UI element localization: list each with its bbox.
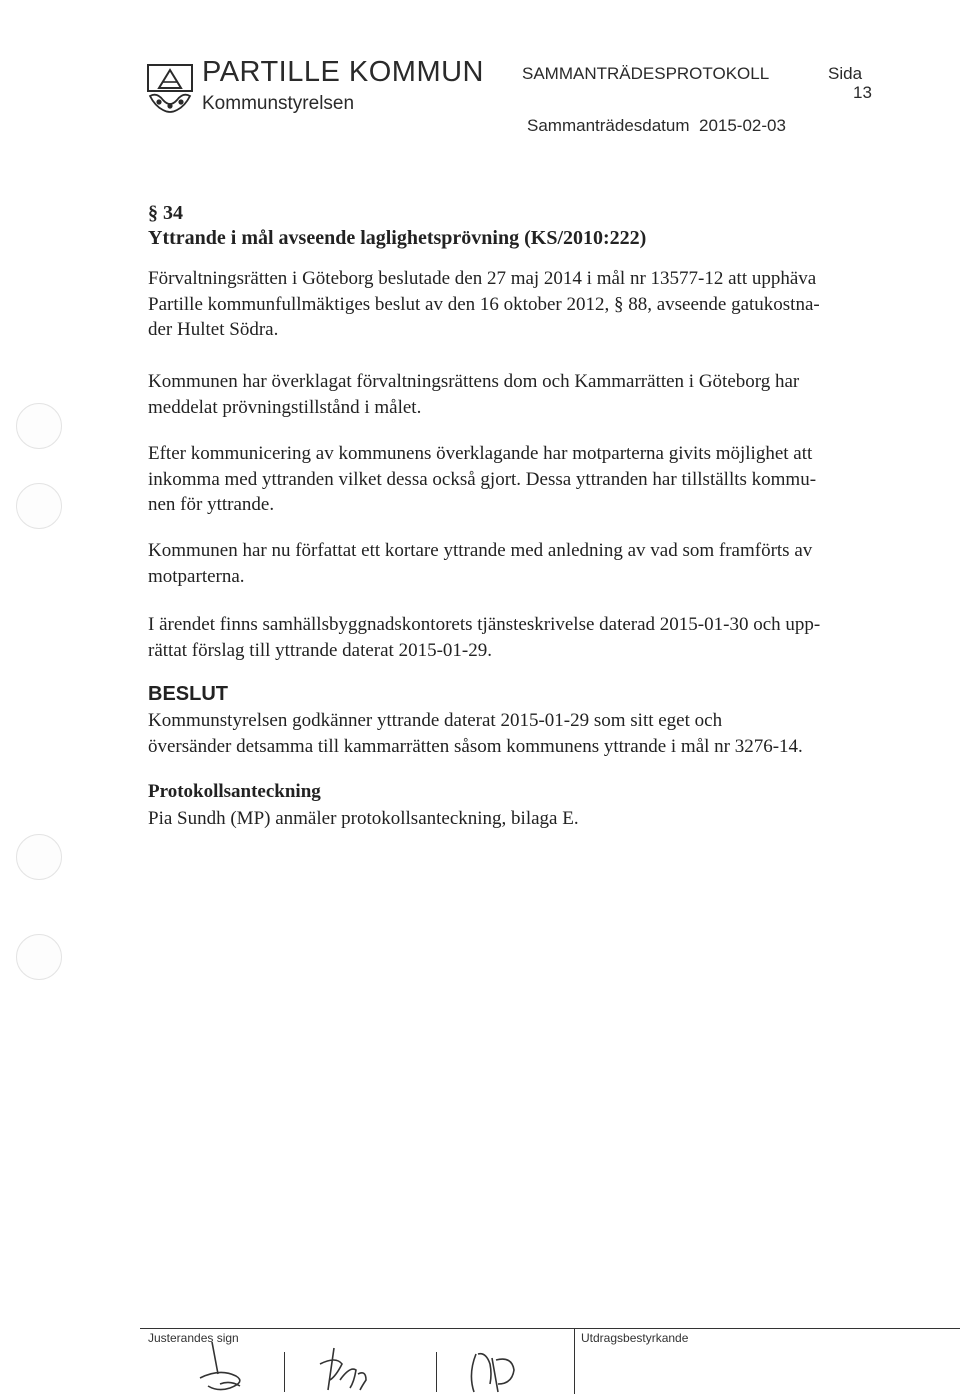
protocol-note-text: Pia Sundh (MP) anmäler protokollsanteckning, bilaga E.	[148, 808, 579, 829]
organization-name: PARTILLE KOMMUN	[202, 56, 484, 88]
body-paragraph	[148, 538, 868, 589]
decision-text	[148, 708, 868, 759]
text-line: Kommunstyrelsen godkänner yttrande daterat 2015-01-29 som sitt eget och	[148, 710, 723, 731]
text-line: motparterna.	[148, 565, 245, 587]
text-line: rättat förslag till yttrande daterat 2015-01-29.	[148, 639, 492, 661]
utdragsbestyrkande-label: Utdragsbestyrkande	[581, 1331, 689, 1345]
document-type: SAMMANTRÄDESPROTOKOLL	[522, 64, 770, 83]
signature-initials-3	[462, 1340, 532, 1396]
signature-initials-2	[310, 1340, 380, 1396]
footer-rule	[140, 1328, 960, 1329]
punch-hole	[16, 483, 62, 529]
punch-hole	[16, 934, 62, 980]
section-title: Yttrande i mål avseende laglighetsprövning (KS/2010:222)	[148, 227, 647, 249]
signature-initials-1	[190, 1340, 260, 1396]
body-paragraph	[148, 441, 868, 518]
justerandes-sign-label: Justerandes sign	[148, 1331, 239, 1345]
footer-divider	[574, 1328, 575, 1394]
body-paragraph	[148, 266, 868, 343]
footer-divider	[436, 1352, 437, 1392]
decision-heading: BESLUT	[148, 683, 228, 705]
text-line: Partille kommunfullmäktiges beslut av den 16 oktober 2012, § 88, avseende gatukostna-	[148, 293, 820, 315]
page-label: Sida	[828, 64, 863, 83]
text-line: översänder detsamma till kammarrätten såsom kommunens yttrande i mål nr 3276-14.	[148, 735, 803, 757]
meeting-date-label: Sammanträdesdatum	[527, 116, 690, 135]
punch-hole	[16, 834, 62, 880]
meeting-date	[527, 116, 786, 136]
body-paragraph	[148, 369, 868, 420]
coat-of-arms-icon	[145, 62, 195, 116]
text-line: nen för yttrande.	[148, 494, 275, 515]
meeting-date-value: 2015-02-03	[698, 116, 786, 135]
footer-divider	[284, 1352, 285, 1392]
text-line: Kommunen har överklagat förvaltningsrättens dom och Kammarrätten i Göteborg har	[148, 371, 800, 392]
organization-unit: Kommunstyrelsen	[202, 93, 355, 114]
text-line: meddelat prövningstillstånd i målet.	[148, 396, 422, 418]
text-line: Efter kommunicering av kommunens överklagande har motparterna givits möjlighet att	[148, 443, 813, 464]
text-line: Förvaltningsrätten i Göteborg beslutade den 27 maj 2014 i mål nr 13577-12 att upphäva	[148, 268, 817, 289]
text-line: Kommunen har nu författat ett kortare yttrande med anledning av vad som framförts av	[148, 540, 813, 561]
text-line: inkomma med yttranden vilket dessa också gjort. Dessa yttranden har tillställts kommu-	[148, 468, 817, 490]
text-line: I ärendet finns samhällsbyggnadskontorets tjänsteskrivelse daterad 2015-01-30 och upp-	[148, 614, 821, 635]
protocol-note-heading: Protokollsanteckning	[148, 781, 321, 802]
page-number: 13	[853, 83, 872, 102]
punch-hole	[16, 403, 62, 449]
text-line: der Hultet Södra.	[148, 319, 279, 340]
body-paragraph	[148, 612, 868, 663]
paragraph-number: § 34	[148, 202, 183, 224]
